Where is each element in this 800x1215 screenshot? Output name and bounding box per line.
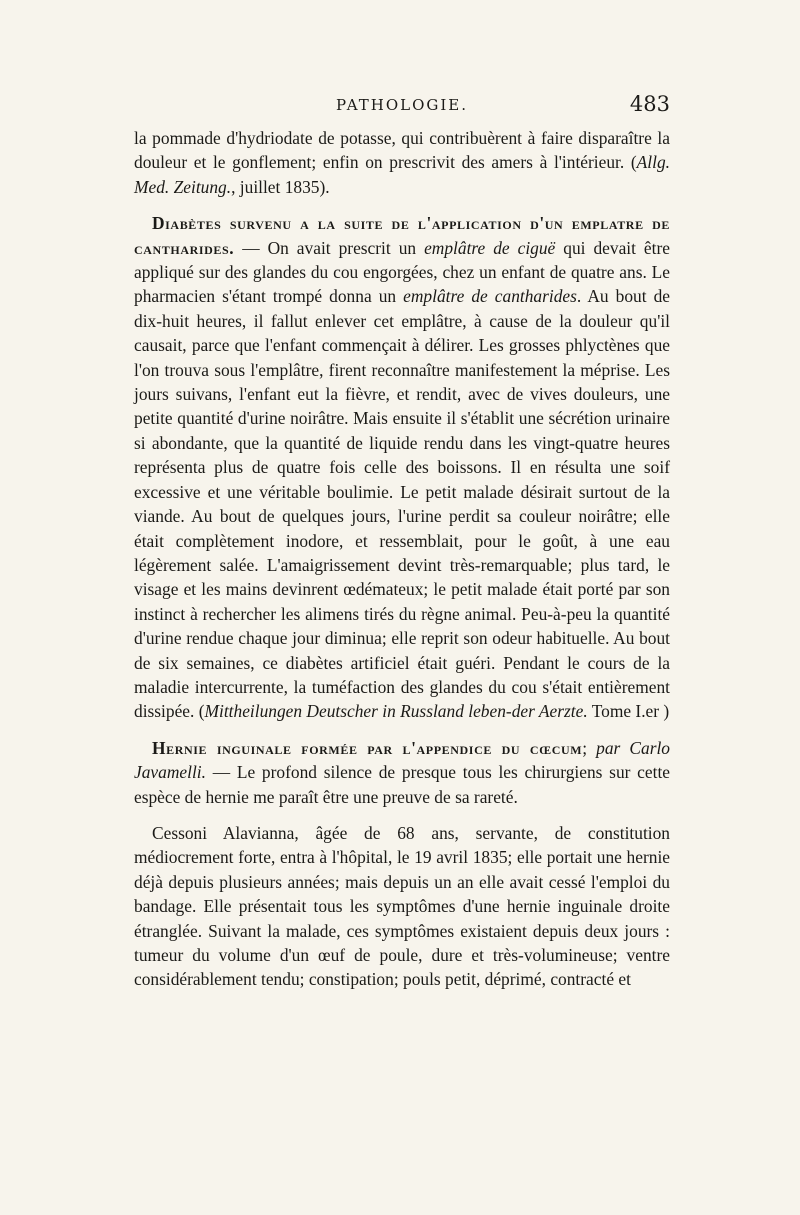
paragraph-text: — Le profond silence de presque tous les chirurgiens sur cette espèce de hernie me paraît être une preuve de sa rareté. xyxy=(134,762,670,807)
paragraph-gap xyxy=(134,199,670,211)
paragraph-text: la pommade d'hydriodate de potasse, qui contribuèrent à faire disparaître la douleur et le gonflement; enfin on prescrivit des amers à l'intérieur. ( xyxy=(134,128,670,173)
paragraph-text: qui devait être appliqué sur des glandes du cou engorgées, chez un enfant de quatre ans. Le pharmacien s'étant trompé donna un xyxy=(134,237,670,307)
citation: Mittheilungen Deutscher in Russland leben-der Aerzte. xyxy=(204,701,588,722)
paragraph-gap xyxy=(134,724,670,736)
italic-term: emplâtre de ciguë xyxy=(424,237,556,258)
section-heading: Hernie inguinale formée par l'appendice du cœcum xyxy=(152,737,583,758)
citation: Allg. Med. Zeitung. xyxy=(134,152,670,197)
page-header xyxy=(134,92,670,126)
paragraph-continuation xyxy=(134,126,670,199)
paragraph-hernie xyxy=(134,736,670,809)
paragraph-text: , juillet 1835). xyxy=(231,176,330,197)
paragraph-diabetes xyxy=(134,211,670,724)
section-heading: Diabètes survenu a la suite de l'application d'un emplatre de cantharides. xyxy=(134,213,670,258)
paragraph-text: — On avait prescrit un xyxy=(234,237,425,258)
paragraph-case: Cessoni Alavianna, âgée de 68 ans, servante, de constitution médiocrement forte, entra à l'hôpital, le 19 avril 1835; elle portait une hernie déjà depuis plusieurs années; mais depuis un an elle avait cessé l'emploi du bandage. Elle présentait tous les symptômes d'une hernie inguinale droite étranglée. Suivant la malade, ces symptômes existaient depuis deux jours : tumeur du volume d'un œuf de poule, dure et très-volumineuse; ventre considérablement tendu; constipation; pouls petit, déprimé, contracté et xyxy=(134,822,670,990)
italic-term: emplâtre de cantharides xyxy=(403,286,577,307)
author-name: par Carlo Javamelli. xyxy=(134,737,670,783)
paragraph-text: ; xyxy=(582,737,597,758)
paragraph-gap xyxy=(134,809,670,821)
running-title: PATHOLOGIE. xyxy=(336,96,468,114)
paragraph-text: Tome I.er ) xyxy=(587,701,670,722)
page-number: 483 xyxy=(629,92,670,116)
page-body xyxy=(134,126,670,992)
paragraph-text: . Au bout de dix-huit heures, il fallut enlever cet emplâtre, à cause de la douleur qu'il causait, parce que l'enfant commençait à délirer. Les grosses phlyctènes que l'on trouva sous l'emplâtre, firent reconnaître manifestement la méprise. Les jours suivans, l'enfant eut la fièvre, et rendit, avec de vives douleurs, une petite quantité d'urine noirâtre. Mais ensuite il s'établit une sécrétion urinaire si abondante, que la quantité de liquide rendu dans les vingt-quatre heures représenta plus de quatre fois celle des boissons. Il en résulta une soif excessive et une véritable boulimie. Le petit malade désirait surtout de la viande. Au bout de quelques jours, l'urine perdit sa couleur noirâtre; elle était complètement inodore, et ressemblait, pour le goût, à une eau légèrement salée. L'amaigrissement devint très-remarquable; plus tard, le visage et les mains devinrent œdémateux; le petit malade était porté par son instinct à rechercher les alimens tirés du règne animal. Peu-à-peu la quantité d'urine rendue chaque jour diminua; elle reprit son odeur habituelle. Au bout de six semaines, ce diabètes artificiel était guéri. Pendant le cours de la maladie intercurrente, la tuméfaction des glandes du cou s'était entièrement dissipée. ( xyxy=(134,286,670,722)
